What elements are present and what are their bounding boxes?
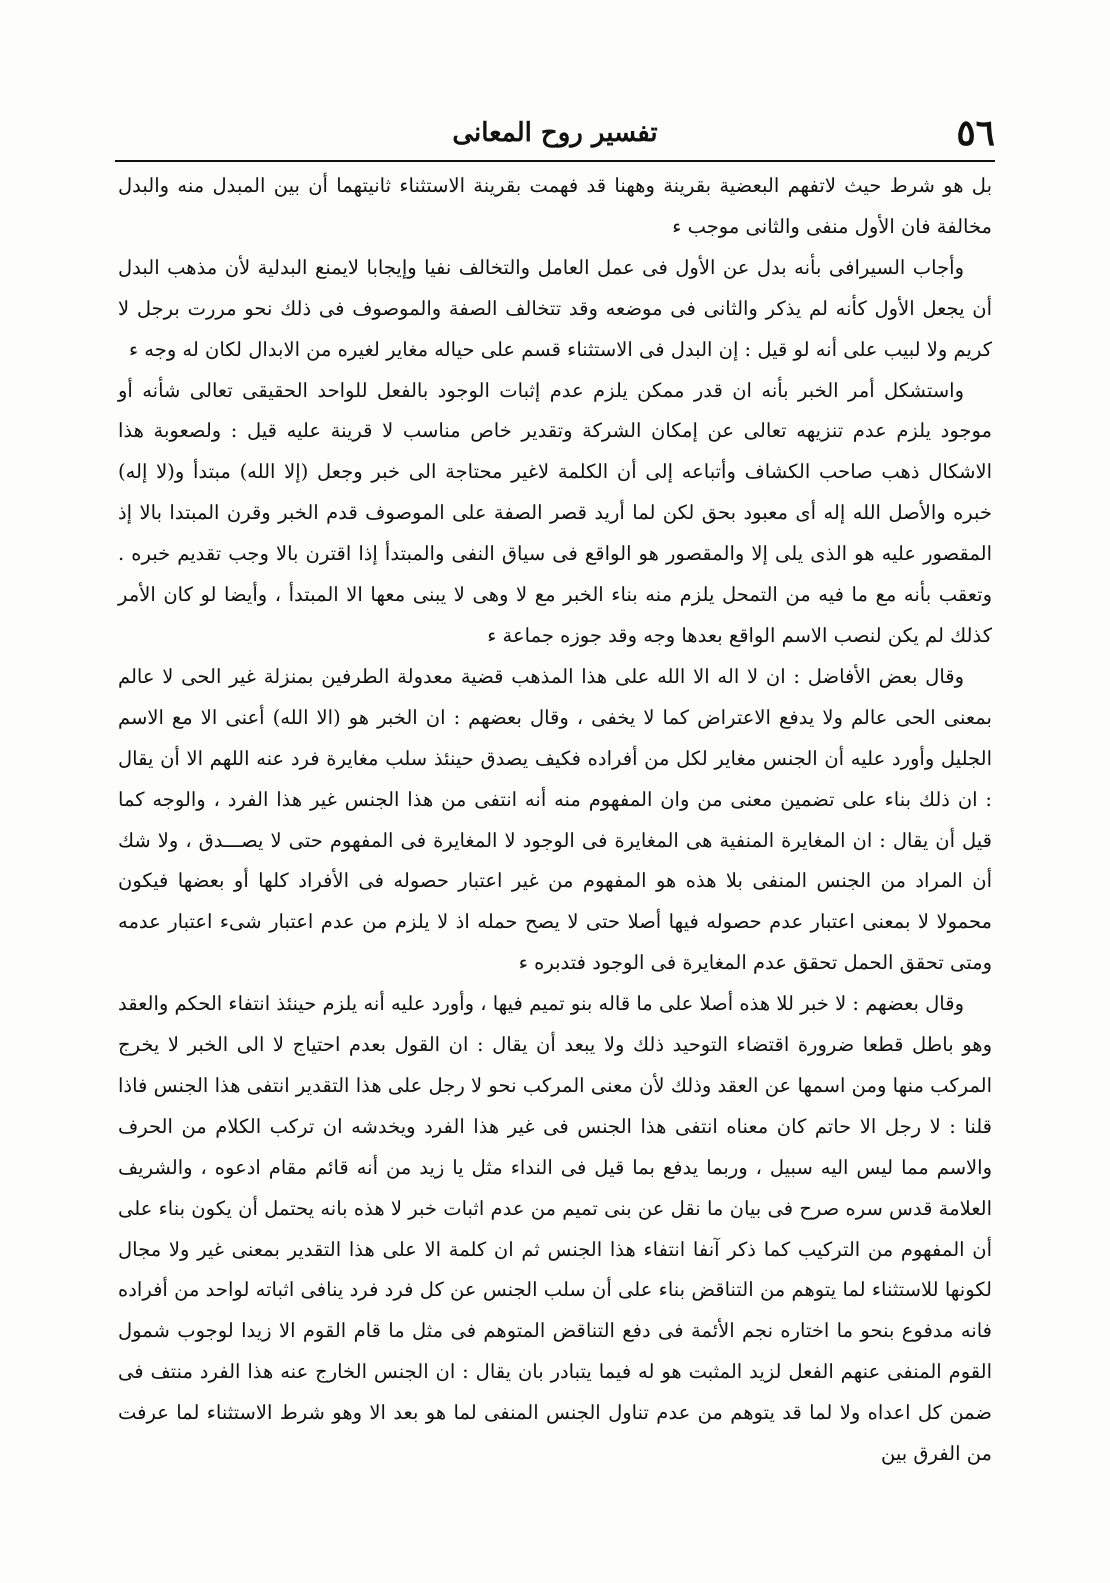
paragraph-5: وقال بعضهم : لا خبر للا هذه أصلا على ما قاله بنو تميم فيها ، وأورد عليه أنه يلزم حينئذ انتفاء الحكم والعقد وهو باطل قطعا ضرورة اقتضاء التوحيد ذلك ولا يبعد أن يقال : ان القول بعدم احتياج لا الى الخبر لا يخرج المركب منها ومن اسمها عن العقد وذلك لأن معنى المركب نحو لا رجل على هذا التقدير انتفى هذا الجنس فاذا قلنا : لا رجل الا حاتم كان معناه انتفى هذا الجنس فى غير هذا الفرد ويخدشه ان تركب الكلام من الحرف والاسم مما ليس اليه سبيل ، وربما يدفع بما قيل فى النداء مثل يا زيد من أنه قائم مقام ادعوه ، والشريف العلامة قدس سره صرح فى بيان ما نقل عن بنى تميم من عدم اثبات خبر لا هذه بانه يحتمل أن يكون بناء على أن المفهوم من التركيب كما ذكر آنفا انتفاء هذا الجنس ثم ان كلمة الا على هذا التقدير بمعنى غير ولا مجال لكونها للاستثناء لما يتوهم من التناقض بناء على أن سلب الجنس عن كل فرد فرد ينافى اثباته لواحد من أفراده فانه مدفوع بنحو ما اختاره نجم الأئمة فى دفع التناقض المتوهم فى مثل ما قام القوم الا زيدا لوجوب شمول القوم المنفى عنهم الفعل لزيد المثبت هو له فيما يتبادر بان يقال : ان الجنس الخارج عنه هذا الفرد منتف فى ضمن كل اعداه ولا لما قد يتوهم من عدم تناول الجنس المنفى لما هو بعد الا وهو شرط الاستثناء لما عرفت من الفرق بين	[118, 992, 992, 1466]
header-rule	[115, 160, 995, 162]
paragraph-4: وقال بعض الأفاضل : ان لا اله الا الله على هذا المذهب قضية معدولة الطرفين بمنزلة غير الحى لا عالم بمعنى الحى عالم ولا يدفع الاعتراض كما لا يخفى ، وقال بعضهم : ان الخبر هو (الا الله) أعنى الا مع الاسم الجليل وأورد عليه أن الجنس مغاير لكل من أفراده فكيف يصدق حينئذ سلب مغايرة فرد عنه اللهم الا أن يقال : ان ذلك بناء على تضمين معنى من وان المفهوم منه أنه انتفى من هذا الجنس غير هذا الفرد ، والوجه كما قيل أن يقال : ان المغايرة المنفية هى المغايرة فى الوجود لا المغايرة فى المفهوم حتى لا يصـــدق ، ولا شك أن المراد من الجنس المنفى بلا هذه هو المفهوم من غير اعتبار حصوله فى الأفراد كلها أو بعضها فيكون محمولا لا بمعنى اعتبار عدم حصوله فيها أصلا حتى لا يصح حمله اذ لا يلزم من عدم اعتبار شىء اعتبار عدمه ومتى تحقق الحمل تحقق عدم المغايرة فى الوجود فتدبره ء	[118, 664, 992, 975]
paragraph-1: بل هو شرط حيث لاتفهم البعضية بقرينة وههنا قد فهمت بقرينة الاستثناء ثانيتهما أن بين المبدل منه والبدل مخالفة فان الأول منفى والثانى موجب ء	[118, 174, 992, 238]
paragraph-2: وأجاب السيرافى بأنه بدل عن الأول فى عمل العامل والتخالف نفيا وإيجابا لايمنع البدلية لأن مذهب البدل أن يجعل الأول كأنه لم يذكر والثانى فى موضعه وقد تتخالف الصفة والموصوف فى ذلك نحو مررت برجل لا كريم ولا لبيب على أنه لو قيل : إن البدل فى الاستثناء قسم على حياله مغاير لغيره من الابدال لكان له وجه ء	[118, 255, 992, 361]
body-text	[118, 166, 992, 1475]
page-number: ٥٦	[956, 112, 995, 154]
running-title: تفسير روح المعانى	[452, 118, 658, 148]
page-header	[115, 108, 995, 158]
paragraph-3: واستشكل أمر الخبر بأنه ان قدر ممكن يلزم عدم إثبات الوجود بالفعل للواحد الحقيقى تعالى شأنه أو موجود يلزم عدم تنزيهه تعالى عن إمكان الشركة وتقدير خاص مناسب لا قرينة عليه قيل : ولصعوبة هذا الاشكال ذهب صاحب الكشاف وأتباعه إلى أن الكلمة لاغير محتاجة الى خبر وجعل (إلا الله) مبتدأ و(لا إله) خبره والأصل الله إله أى معبود بحق لكن لما أريد قصر الصفة على الموصوف قدم الخبر وقرن المبتدا بالا إذ المقصور عليه هو الذى يلى إلا والمقصور هو الواقع فى سياق النفى والمبتدأ إذا اقترن بالا وجب تقديم خبره . وتعقب بأنه مع ما فيه من التمحل يلزم منه بناء الخبر مع لا وهى لا يبنى معها الا المبتدأ ، وأيضا لو كان الأمر كذلك لم يكن لنصب الاسم الواقع بعدها وجه وقد جوزه جماعة ء	[118, 378, 992, 647]
